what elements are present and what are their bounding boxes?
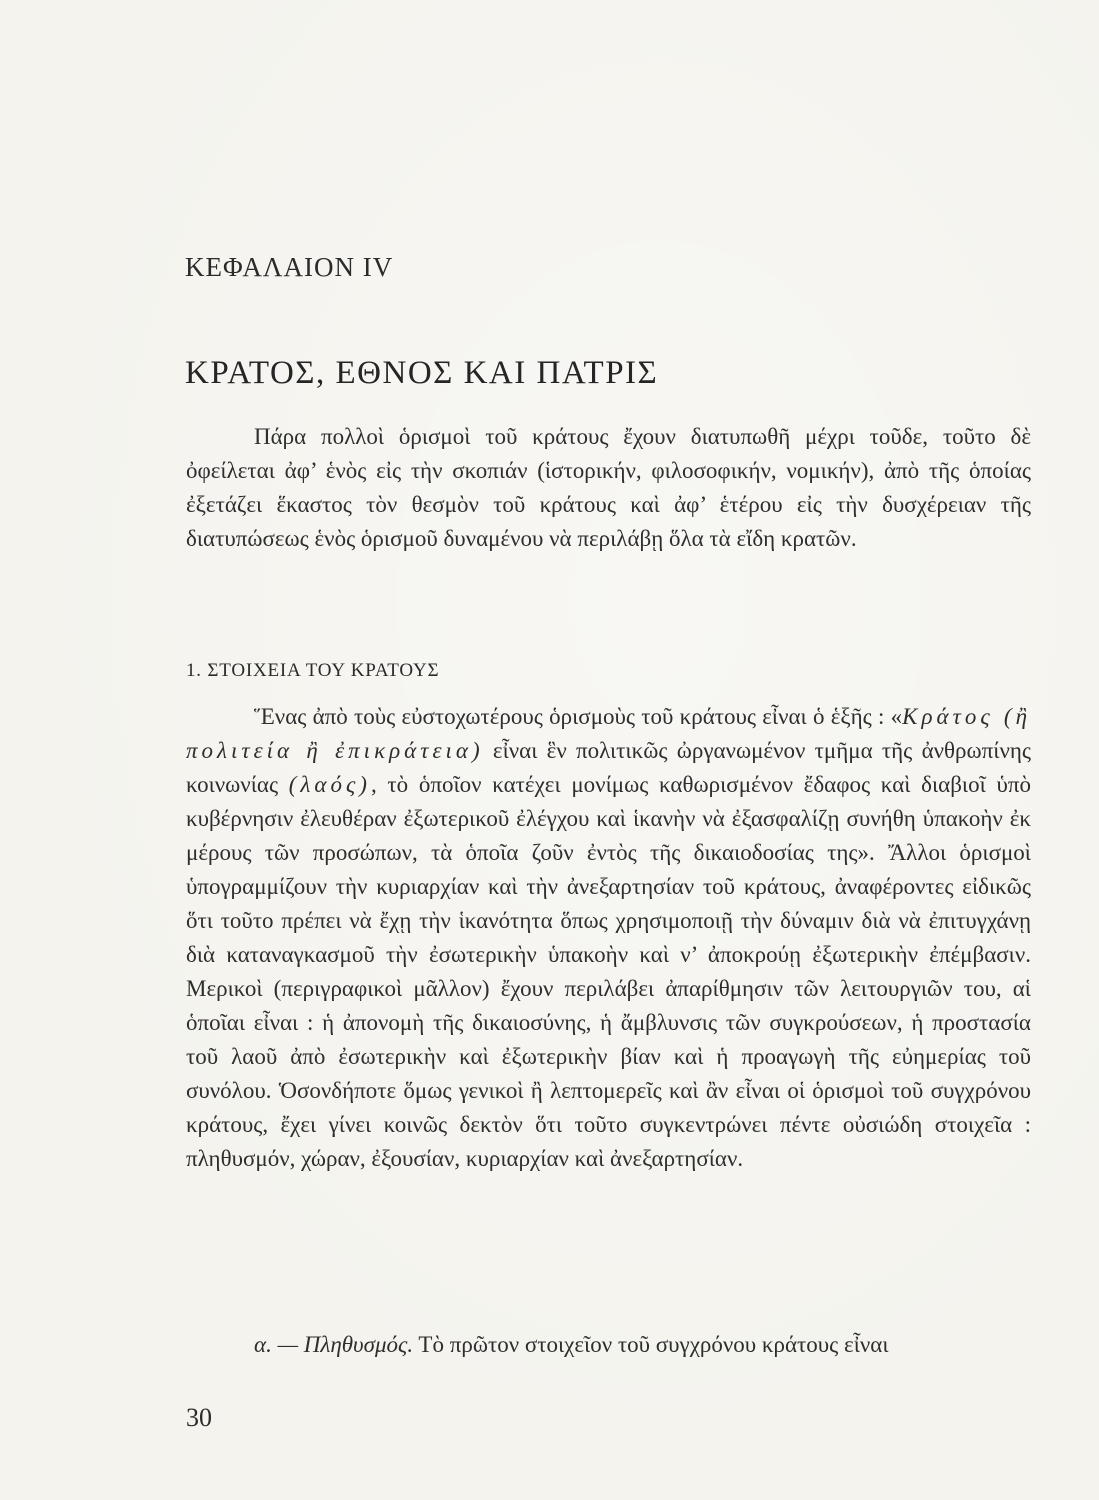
definition-middle: εἶναι ἓν πολιτικῶς ὠργανωμένον τμῆμα τῆς ἀνθρωπίνης κοινωνίας — [186, 738, 1031, 797]
intro-paragraph: Πάρα πολλοὶ ὁρισμοὶ τοῦ κράτους ἔχουν διατυπωθῆ μέχρι τοῦδε, τοῦτο δὲ ὀφείλεται ἀφ’ ἑνὸς εἰς τὴν σκοπιάν (ἱστορικήν, φιλοσοφικήν, νομικήν), ἀπὸ τῆς ὁποίας ἐξετάζει ἕκαστος τὸν θεσμὸν τοῦ κράτους καὶ ἀφ’ ἑτέρου εἰς τὴν δυσχέρειαν τῆς διατυπώσεως ἑνὸς ὁρισμοῦ δυναμένου νὰ περιλάβῃ ὅλα τὰ εἴδη κρατῶν. — [186, 424, 1031, 551]
alpha-paragraph — [186, 1328, 1031, 1362]
section-heading: 1. ΣΤΟΙΧΕΙΑ ΤΟΥ ΚΡΑΤΟΥΣ — [186, 660, 440, 681]
definition-term: Κράτος (ἢ πολιτεία ἢ ἐπικράτεια) — [186, 704, 1031, 763]
alpha-text: Τὸ πρῶτον στοιχεῖον τοῦ συγχρόνου κράτους εἶναι — [413, 1332, 889, 1357]
chapter-title: ΚΡΑΤΟΣ, ΕΘΝΟΣ ΚΑΙ ΠΑΤΡΙΣ — [185, 355, 659, 391]
definition-paragraph — [186, 700, 1031, 1176]
page-number: 30 — [186, 1403, 212, 1432]
definition-rest: , τὸ ὁποῖον κατέχει μονίμως καθωρισμένον ἔδαφος καὶ διαβιοῖ ὑπὸ κυβέρνησιν ἐλευθέραν ἐξωτερικοῦ ἐλέγχου καὶ ἱκανὴν νὰ ἐξασφαλίζῃ συνήθη ὑπακοὴν ἐκ μέρους τῶν προσώπων, τὰ ὁποῖα ζοῦν ἐντὸς τῆς δικαιοδοσίας της». Ἄλλοι ὁρισμοὶ ὑπογραμμίζουν τὴν κυριαρχίαν καὶ τὴν ἀνεξαρτησίαν τοῦ κράτους, ἀναφέροντες εἰδικῶς ὅτι τοῦτο πρέπει νὰ ἔχῃ τὴν ἱκανότητα ὅπως χρησιμοποιῇ τὴν δύναμιν διὰ νὰ ἐπιτυγχάνῃ διὰ καταναγκασμοῦ τὴν ἐσωτερικὴν ὑπακοὴν καὶ ν’ ἀποκρούῃ ἐξωτερικὴν ἐπέμβασιν. Μερικοὶ (περιγραφικοὶ μᾶλλον) ἔχουν περιλάβει ἀπαρίθμησιν τῶν λειτουργιῶν του, αἱ ὁποῖαι εἶναι : ἡ ἀπονομὴ τῆς δικαιοσύνης, ἡ ἄμβλυνσις τῶν συγκρούσεων, ἡ προστασία τοῦ λαοῦ ἀπὸ ἐσωτερικὴν καὶ ἐξωτερικὴν βίαν καὶ ἡ προαγωγὴ τῆς εὐημερίας τοῦ συνόλου. Ὁσονδήποτε ὅμως γενικοὶ ἢ λεπτομερεῖς καὶ ἂν εἶναι οἱ ὁρισμοὶ τοῦ συγχρόνου κράτους, ἔχει γίνει κοινῶς δεκτὸν ὅτι τοῦτο συγκεντρώνει πέντε οὐσιώδη στοιχεῖα : πληθυσμόν, χώραν, ἐξουσίαν, κυριαρχίαν καὶ ἀνεξαρτησίαν. — [186, 772, 1031, 1171]
definition-lead: Ἕνας ἀπὸ τοὺς εὐστοχωτέρους ὁρισμοὺς τοῦ κράτους εἶναι ὁ ἑξῆς : « — [254, 704, 903, 729]
definition-laos: (λαός) — [288, 772, 371, 797]
chapter-label: ΚΕΦΑΛΑΙΟΝ IV — [185, 252, 394, 282]
alpha-term: Πληθυσμός. — [303, 1332, 414, 1357]
alpha-label: α. — — [254, 1332, 299, 1357]
